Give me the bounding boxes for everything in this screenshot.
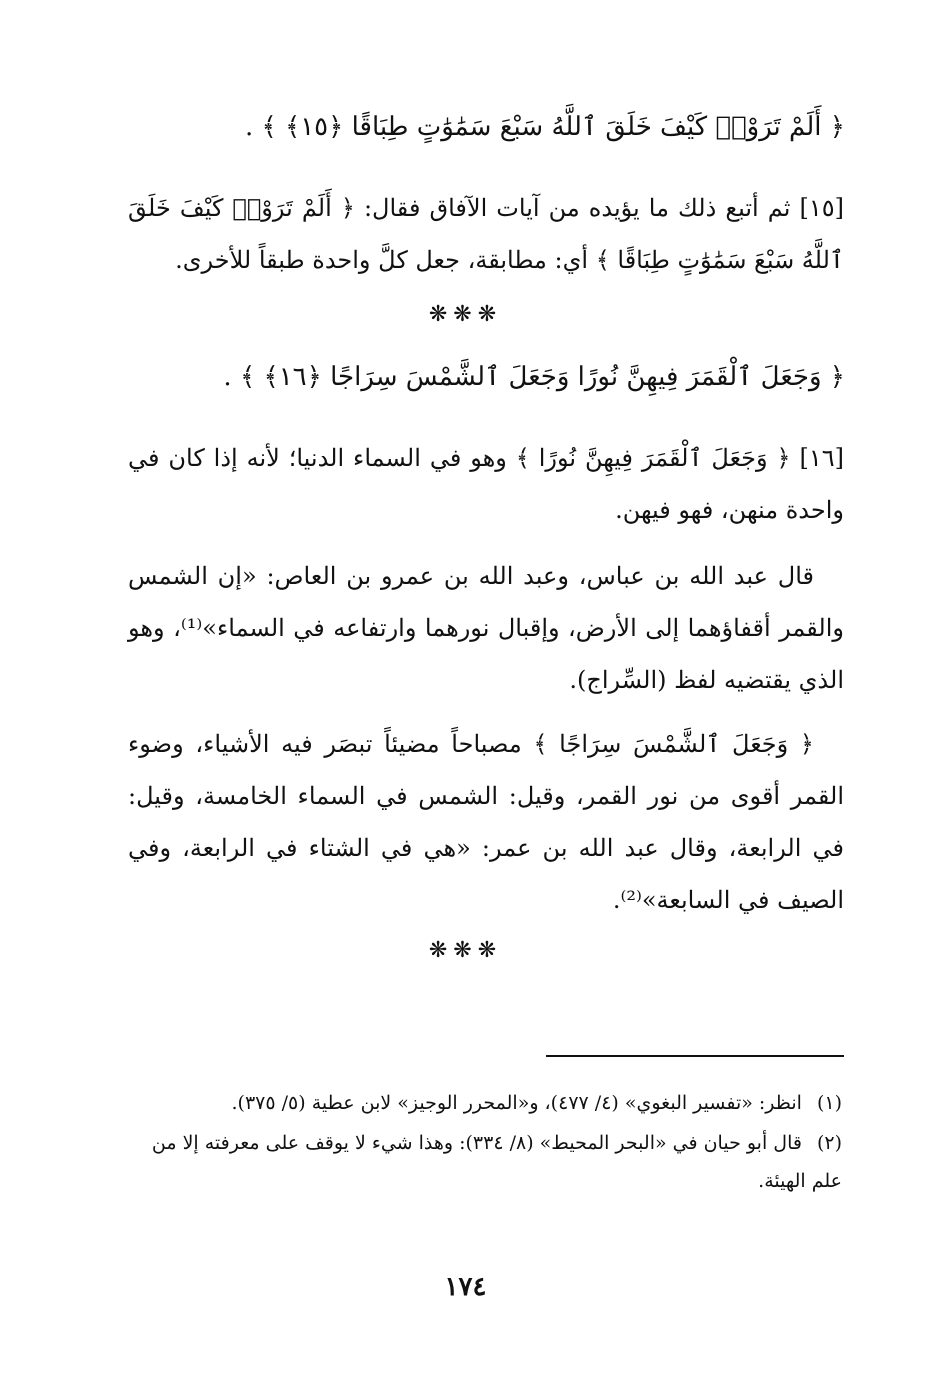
section-separator: ❋❋❋ [428, 302, 503, 327]
commentary-verse-16: [١٦] ﴿ وَجَعَلَ ٱلْقَمَرَ فِيهِنَّ نُورًا ﴾ وهو في السماء الدنيا؛ لأنه إذا كان في واحدة منهن، فهو فيهن. [128, 444, 844, 524]
quran-verse-15: ﴿ أَلَمْ تَرَوْا۟ كَيْفَ خَلَقَ ٱللَّهُ سَبْعَ سَمَٰوَٰتٍ طِبَاقًا ﴿١٥﴾ ﴾ . [244, 112, 845, 142]
commentary-verse-15: [١٥] ثم أتبع ذلك ما يؤيده من آيات الآفاق فقال: ﴿ أَلَمْ تَرَوْا۟ كَيْفَ خَلَقَ ٱللَّهُ سَبْعَ سَمَٰوَٰتٍ طِبَاقًا ﴾ أي: مطابقة، جعل كلَّ واحدة طبقاً للأخرى. [128, 194, 844, 274]
quran-verse-16: ﴿ وَجَعَلَ ٱلْقَمَرَ فِيهِنَّ نُورًا وَجَعَلَ ٱلشَّمْسَ سِرَاجًا ﴿١٦﴾ ﴾ . [223, 362, 845, 392]
footnote-divider [546, 1055, 844, 1057]
footnote-text: قال أبو حيان في «البحر المحيط» (٨/ ٣٣٤): وهذا شيء لا يوقف على معرفته إلا من علم الهيئة. [151, 1132, 842, 1192]
footnote-number: (١) [816, 1092, 842, 1114]
footnote-number: (٢) [816, 1132, 842, 1154]
footnote-2 [120, 1124, 842, 1200]
footnote-1 [120, 1084, 842, 1122]
page-number: ١٧٤ [444, 1272, 487, 1302]
footnote-text: انظر: «تفسير البغوي» (٤/ ٤٧٧)، و«المحرر الوجيز» لابن عطية (٥/ ٣٧٥). [231, 1092, 802, 1114]
sun-lamp-commentary: ﴿ وَجَعَلَ ٱلشَّمْسَ سِرَاجًا ﴾ مصباحاً مضيئاً تبصَر فيه الأشياء، وضوء القمر أقوى من نور القمر، وقيل: الشمس في السماء الخامسة، وقيل: في الرابعة، وقال عبد الله بن عمر: «هي في الشتاء في الرابعة، وفي الصيف في السابعة»⁽²⁾. [128, 730, 844, 914]
ibn-abbas-quote: قال عبد الله بن عباس، وعبد الله بن عمرو بن العاص: «إن الشمس والقمر أقفاؤهما إلى الأرض، وإقبال نورهما وارتفاعه في السماء»⁽¹⁾، وهو الذي يقتضيه لفظ (السِّراج). [128, 562, 844, 694]
section-separator: ❋❋❋ [428, 938, 503, 963]
